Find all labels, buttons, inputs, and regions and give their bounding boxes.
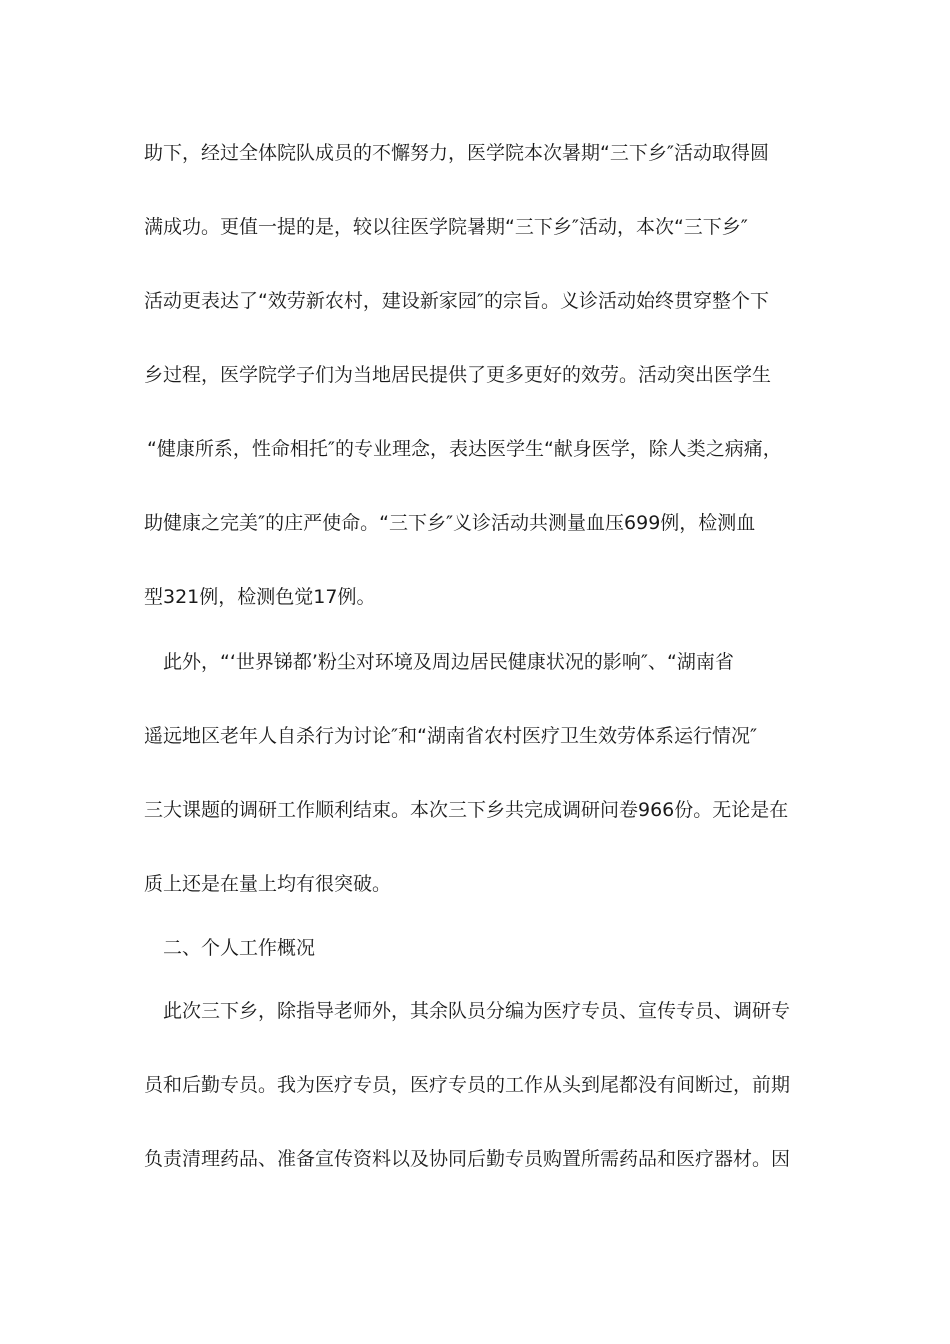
section-heading: 二、个人工作概况 xyxy=(163,937,316,959)
text-line: 活动更表达了“效劳新农村，建设新家园″的宗旨。义诊活动始终贯穿整个下 xyxy=(144,290,769,312)
text-line: “健康所系，性命相托″的专业理念，表达医学生“献身医学，除人类之病痛， xyxy=(147,438,782,460)
paragraph-first-line: 此外，“‘世界锑都’粉尘对环境及周边居民健康状况的影响″、“湖南省 xyxy=(163,651,734,673)
text-line: 助健康之完美″的庄严使命。“三下乡″义诊活动共测量血压699例，检测血 xyxy=(144,512,756,534)
text-line: 乡过程，医学院学子们为当地居民提供了更多更好的效劳。活动突出医学生 xyxy=(144,364,772,386)
text-line: 助下，经过全体院队成员的不懈努力，医学院本次暑期“三下乡″活动取得圆 xyxy=(144,142,769,164)
text-line: 型321例，检测色觉17例。 xyxy=(144,586,376,608)
text-line: 三大课题的调研工作顺利结束。本次三下乡共完成调研问卷966份。无论是在 xyxy=(144,799,789,821)
text-line: 员和后勤专员。我为医疗专员，医疗专员的工作从头到尾都没有间断过，前期 xyxy=(144,1074,791,1096)
text-line: 质上还是在量上均有很突破。 xyxy=(144,873,392,895)
text-line: 满成功。更值一提的是，较以往医学院暑期“三下乡″活动，本次“三下乡″ xyxy=(144,216,748,238)
text-line: 负责清理药品、准备宣传资料以及协同后勤专员购置所需药品和医疗器材。因 xyxy=(144,1148,791,1170)
paragraph-first-line: 此次三下乡，除指导老师外，其余队员分编为医疗专员、宣传专员、调研专 xyxy=(163,1000,791,1022)
text-line: 遥远地区老年人自杀行为讨论″和“湖南省农村医疗卫生效劳体系运行情况″ xyxy=(144,725,758,747)
